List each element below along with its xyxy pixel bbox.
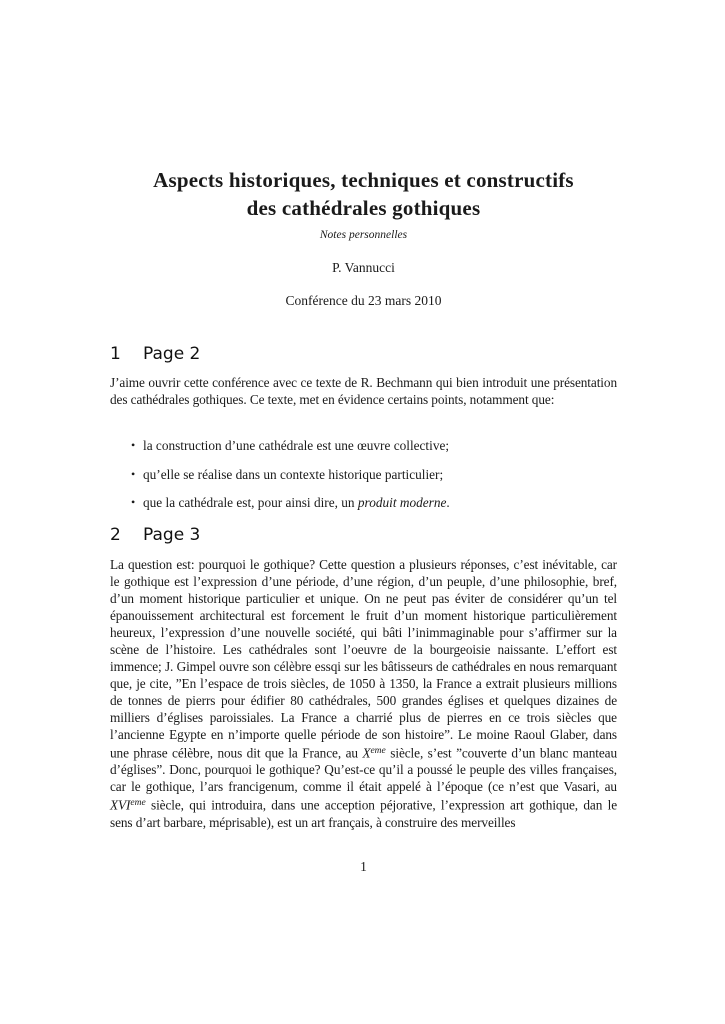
bullet-icon: • <box>131 495 136 509</box>
bullet-list <box>110 437 650 523</box>
list-item-text: que la cathédrale est, pour ainsi dire, un produit moderne. <box>143 495 450 510</box>
section-title: Page 2 <box>143 344 201 364</box>
list-item <box>131 437 650 454</box>
bullet-icon: • <box>131 438 136 452</box>
document-title <box>110 166 617 222</box>
section-1-intro-paragraph: J’aime ouvrir cette conférence avec ce texte de R. Bechmann qui bien introduit une présentation des cathédrales gothiques. Ce texte, met en évidence certains points, notamment que: <box>110 375 617 407</box>
page-number: 1 <box>360 859 367 874</box>
section-heading-page-2 <box>110 344 617 364</box>
author-name: P. Vannucci <box>332 260 395 275</box>
list-item <box>131 494 650 511</box>
title-line-2: des cathédrales gothiques <box>246 196 481 220</box>
bullet-icon: • <box>131 466 136 481</box>
list-item <box>131 466 650 483</box>
section-title: Page 3 <box>143 525 201 545</box>
conference-date: Conférence du 23 mars 2010 <box>285 293 442 308</box>
document-subtitle: Notes personnelles <box>319 229 408 241</box>
section-number: 1 <box>110 344 121 364</box>
section-number: 2 <box>110 525 121 545</box>
list-item-text: la construction d’une cathédrale est une œuvre collective; <box>143 438 450 453</box>
section-heading-page-3 <box>110 525 617 545</box>
title-line-1: Aspects historiques, techniques et constructifs <box>153 168 574 192</box>
section-2-body-paragraph: La question est: pourquoi le gothique? Cette question a plusieurs réponses, c’est inévitable, car le gothique est l’expression d’une période, d’une région, d’un peuple, d’une philosophie, bref, d’un moment historique particulier et unique. On ne peut pas éviter de considérer qu’un tel épanouissement architectural est forcement le fruit d’un moment historique particulièrement heureux, l’expression d’une nouvelle société, qui bâti l’inimmaginable pour s’affirmer sur la scène de l’histoire. Les cathédrales sont l’oeuvre de la bourgeoisie naissante. L’effort est immence; J. Gimpel ouvre son célèbre essqi sur les bâtisseurs de cathédrales en nous remarquant que, je cite, ”En l’espace de trois siècles, de 1050 à 1350, la France a extrait plusieurs millions de tonnes de pierrs pour édifier 80 cathédrales, 500 grandes églises et quelques dizaines de milliers d’églises paroissiales. La France a charrié plus de pierres en ce trois siècles que l’ancienne Egypte en n’importe quelle période de son histoire”. Le moine Raoul Glaber, dans une phrase célèbre, nous dit que la France, au Xeme siècle, s’est ”couverte d’un blanc manteau d’églises”. Donc, pourquoi le gothique? Qu’est-ce qu’il a poussé le peuple des villes françaises, car le gothique, l’ars francigenum, comme il était appelé à l’époque (ce n’est que Vasari, au XVIeme siècle, qui introduira, dans une acception péjorative, l’expression art gothique, dan le sens d’art barbare, méprisable), est un art français, à construire des merveilles <box>110 557 617 830</box>
list-item-text: qu’elle se réalise dans un contexte historique particulier; <box>143 466 444 482</box>
